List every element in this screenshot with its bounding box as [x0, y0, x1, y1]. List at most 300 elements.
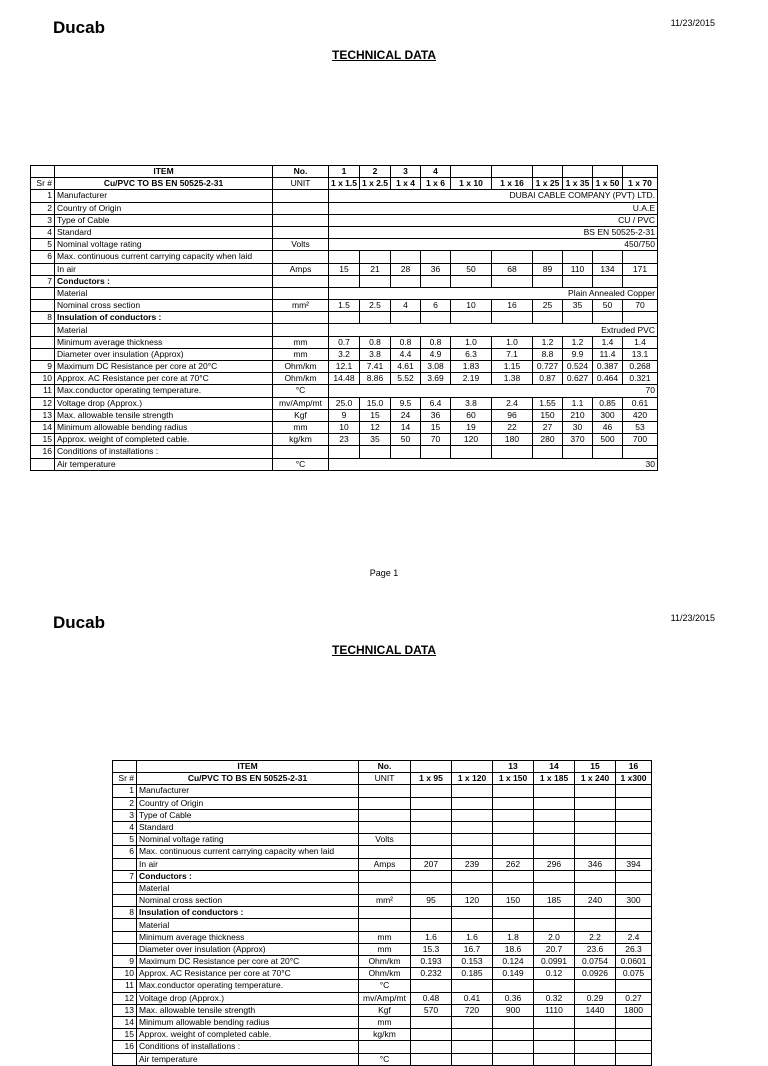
table-row	[31, 421, 658, 433]
row-unit: °C	[359, 980, 411, 992]
table-row	[31, 458, 658, 470]
technical-data-table-page1	[30, 165, 658, 471]
row-empty	[533, 275, 563, 287]
cable-size: 1 x 1.5	[329, 178, 360, 190]
row-empty	[451, 446, 492, 458]
row-item: Minimum average thickness	[55, 336, 273, 348]
row-unit: mm	[273, 348, 329, 360]
row-empty	[452, 1041, 493, 1053]
col-number	[411, 761, 452, 773]
row-value: 11.4	[593, 348, 623, 360]
row-empty	[575, 1016, 616, 1028]
row-value: 0.153	[452, 956, 493, 968]
row-empty	[534, 980, 575, 992]
row-unit: Ohm/km	[273, 373, 329, 385]
table-header-row	[31, 178, 658, 190]
cable-size: 1 x300	[616, 773, 652, 785]
row-empty	[421, 275, 451, 287]
header-item: ITEM	[137, 761, 359, 773]
row-item: Diameter over insulation (Approx)	[137, 943, 359, 955]
row-item: Insulation of conductors :	[55, 312, 273, 324]
row-empty	[452, 870, 493, 882]
row-value: 0.36	[493, 992, 534, 1004]
row-value: 110	[563, 263, 593, 275]
row-value: 4.9	[421, 348, 451, 360]
row-value: 700	[623, 434, 658, 446]
row-value: 20.7	[534, 943, 575, 955]
row-empty	[493, 821, 534, 833]
row-empty	[534, 1053, 575, 1065]
row-item: Approx. weight of completed cable.	[55, 434, 273, 446]
row-empty	[329, 251, 360, 263]
row-empty	[411, 846, 452, 858]
row-sr	[31, 324, 55, 336]
row-value: 0.0991	[534, 956, 575, 968]
row-empty	[575, 785, 616, 797]
table-row	[113, 992, 652, 1004]
table-row	[31, 275, 658, 287]
row-empty	[534, 834, 575, 846]
row-value: 60	[451, 409, 492, 421]
row-value: 12	[360, 421, 391, 433]
row-item: Max. allowable tensile strength	[137, 1004, 359, 1016]
row-value: 6.4	[421, 397, 451, 409]
row-value: 1.4	[623, 336, 658, 348]
row-value: 27	[533, 421, 563, 433]
row-value: 23.6	[575, 943, 616, 955]
row-sr: 7	[113, 870, 137, 882]
row-sr: 15	[31, 434, 55, 446]
row-value: 2.0	[534, 931, 575, 943]
row-sr	[31, 263, 55, 275]
row-item: Air temperature	[55, 458, 273, 470]
row-sr: 12	[113, 992, 137, 1004]
row-value: 9.5	[391, 397, 421, 409]
row-empty	[575, 797, 616, 809]
row-item: Nominal voltage rating	[55, 239, 273, 251]
row-unit: °C	[359, 1053, 411, 1065]
row-item: Maximum DC Resistance per core at 20°C	[137, 956, 359, 968]
row-unit	[359, 907, 411, 919]
row-item: Nominal voltage rating	[137, 834, 359, 846]
row-item: Insulation of conductors :	[137, 907, 359, 919]
row-empty	[493, 907, 534, 919]
row-empty	[411, 821, 452, 833]
row-value: 0.7	[329, 336, 360, 348]
row-empty	[534, 821, 575, 833]
row-value: 36	[421, 263, 451, 275]
page-title: TECHNICAL DATA	[332, 48, 436, 62]
row-unit	[359, 919, 411, 931]
row-empty	[575, 907, 616, 919]
row-empty	[534, 797, 575, 809]
table-row	[113, 858, 652, 870]
row-empty	[451, 275, 492, 287]
row-empty	[575, 1029, 616, 1041]
row-empty	[329, 446, 360, 458]
row-item: Type of Cable	[55, 214, 273, 226]
row-sr: 8	[31, 312, 55, 324]
row-sr: 4	[31, 226, 55, 238]
header-blank	[113, 761, 137, 773]
row-value: 15.0	[360, 397, 391, 409]
row-empty	[593, 312, 623, 324]
row-value: 9.9	[563, 348, 593, 360]
row-empty	[452, 980, 493, 992]
row-sr	[31, 458, 55, 470]
row-item: Type of Cable	[137, 809, 359, 821]
row-empty	[452, 834, 493, 846]
row-item: In air	[137, 858, 359, 870]
row-value: 46	[593, 421, 623, 433]
row-value: 18.6	[493, 943, 534, 955]
row-sr: 12	[31, 397, 55, 409]
row-sr: 1	[31, 190, 55, 202]
row-spanned-value: 450/750	[329, 239, 658, 251]
row-value: 1.2	[533, 336, 563, 348]
row-empty	[360, 446, 391, 458]
row-value: 23	[329, 434, 360, 446]
row-value: 171	[623, 263, 658, 275]
cable-size: 1 x 150	[493, 773, 534, 785]
row-empty	[534, 1029, 575, 1041]
row-unit	[273, 324, 329, 336]
row-empty	[360, 251, 391, 263]
row-empty	[623, 275, 658, 287]
cable-size: 1 x 4	[391, 178, 421, 190]
cable-size: 1 x 50	[593, 178, 623, 190]
table-row	[31, 214, 658, 226]
row-item: Country of Origin	[55, 202, 273, 214]
row-sr	[31, 300, 55, 312]
row-item: Max. continuous current carrying capacity when laid	[55, 251, 273, 263]
row-sr: 16	[31, 446, 55, 458]
row-value: 15	[421, 421, 451, 433]
row-item: Max. continuous current carrying capacity when laid	[137, 846, 359, 858]
row-item: In air	[55, 263, 273, 275]
row-item: Minimum average thickness	[137, 931, 359, 943]
table-row	[113, 968, 652, 980]
row-item: Standard	[55, 226, 273, 238]
row-unit	[273, 202, 329, 214]
row-unit	[359, 882, 411, 894]
row-empty	[411, 1029, 452, 1041]
row-value: 16.7	[452, 943, 493, 955]
row-value: 50	[451, 263, 492, 275]
row-unit: °C	[273, 385, 329, 397]
row-sr: 6	[113, 846, 137, 858]
row-empty	[391, 312, 421, 324]
row-unit: mm	[273, 336, 329, 348]
row-empty	[593, 446, 623, 458]
row-value: 1110	[534, 1004, 575, 1016]
row-value: 134	[593, 263, 623, 275]
row-spanned-value: 30	[329, 458, 658, 470]
row-empty	[452, 809, 493, 821]
table-row	[113, 785, 652, 797]
row-sr	[31, 336, 55, 348]
row-value: 4.61	[391, 361, 421, 373]
row-value: 0.85	[593, 397, 623, 409]
row-value: 0.387	[593, 361, 623, 373]
row-empty	[452, 797, 493, 809]
row-value: 180	[492, 434, 533, 446]
row-value: 4.4	[391, 348, 421, 360]
cable-size: 1 x 10	[451, 178, 492, 190]
row-value: 0.464	[593, 373, 623, 385]
row-unit: mv/Amp/mt	[273, 397, 329, 409]
header-sr: Sr #	[113, 773, 137, 785]
date: 11/23/2015	[670, 18, 715, 28]
row-unit	[273, 226, 329, 238]
row-value: 0.12	[534, 968, 575, 980]
row-empty	[452, 846, 493, 858]
header-no: No.	[359, 761, 411, 773]
row-item: Nominal cross section	[137, 895, 359, 907]
row-empty	[493, 809, 534, 821]
table-header-row	[113, 773, 652, 785]
row-empty	[616, 797, 652, 809]
row-sr	[113, 858, 137, 870]
row-empty	[452, 821, 493, 833]
table-row	[113, 956, 652, 968]
row-value: 185	[534, 895, 575, 907]
table-row	[113, 1029, 652, 1041]
table-row	[31, 397, 658, 409]
row-value: 2.5	[360, 300, 391, 312]
row-empty	[534, 1016, 575, 1028]
row-empty	[616, 1053, 652, 1065]
row-item: Approx. AC Resistance per core at 70°C	[137, 968, 359, 980]
table-row	[31, 324, 658, 336]
row-unit	[273, 275, 329, 287]
row-empty	[534, 919, 575, 931]
row-unit: mm	[359, 931, 411, 943]
row-empty	[493, 1016, 534, 1028]
row-value: 370	[563, 434, 593, 446]
row-value: 28	[391, 263, 421, 275]
row-empty	[575, 821, 616, 833]
row-sr: 6	[31, 251, 55, 263]
row-value: 30	[563, 421, 593, 433]
header-unit: UNIT	[359, 773, 411, 785]
row-value: 89	[533, 263, 563, 275]
row-item: Max.conductor operating temperature.	[55, 385, 273, 397]
row-empty	[616, 907, 652, 919]
row-empty	[493, 785, 534, 797]
row-value: 36	[421, 409, 451, 421]
row-value: 95	[411, 895, 452, 907]
row-value: 3.69	[421, 373, 451, 385]
row-empty	[593, 275, 623, 287]
row-value: 300	[616, 895, 652, 907]
row-value: 0.124	[493, 956, 534, 968]
row-value: 25.0	[329, 397, 360, 409]
row-unit: Kgf	[273, 409, 329, 421]
row-value: 900	[493, 1004, 534, 1016]
row-empty	[493, 1029, 534, 1041]
row-sr: 2	[31, 202, 55, 214]
row-sr: 11	[31, 385, 55, 397]
row-value: 0.48	[411, 992, 452, 1004]
row-value: 35	[360, 434, 391, 446]
row-empty	[493, 797, 534, 809]
table-row	[113, 919, 652, 931]
row-empty	[411, 919, 452, 931]
row-sr: 9	[31, 361, 55, 373]
row-value: 346	[575, 858, 616, 870]
row-item: Standard	[137, 821, 359, 833]
row-value: 2.19	[451, 373, 492, 385]
row-value: 500	[593, 434, 623, 446]
row-value: 0.41	[452, 992, 493, 1004]
row-unit	[273, 214, 329, 226]
row-empty	[616, 980, 652, 992]
row-value: 22	[492, 421, 533, 433]
row-empty	[533, 251, 563, 263]
table-header-row	[113, 761, 652, 773]
row-value: 21	[360, 263, 391, 275]
row-sr: 1	[113, 785, 137, 797]
row-empty	[616, 785, 652, 797]
row-value: 0.075	[616, 968, 652, 980]
row-item: Conditions of installations :	[137, 1041, 359, 1053]
row-sr: 15	[113, 1029, 137, 1041]
table-row	[31, 251, 658, 263]
row-empty	[616, 1029, 652, 1041]
row-sr: 14	[113, 1016, 137, 1028]
row-value: 1.38	[492, 373, 533, 385]
row-value: 1.0	[451, 336, 492, 348]
row-value: 300	[593, 409, 623, 421]
row-empty	[411, 809, 452, 821]
row-unit	[273, 446, 329, 458]
row-sr: 2	[113, 797, 137, 809]
row-item: Material	[55, 324, 273, 336]
row-value: 9	[329, 409, 360, 421]
row-empty	[493, 1041, 534, 1053]
row-value: 120	[451, 434, 492, 446]
cable-size: 1 x 70	[623, 178, 658, 190]
row-value: 1.1	[563, 397, 593, 409]
table-row	[31, 239, 658, 251]
row-value: 25	[533, 300, 563, 312]
row-empty	[534, 870, 575, 882]
row-item: Country of Origin	[137, 797, 359, 809]
row-empty	[452, 907, 493, 919]
row-unit	[273, 287, 329, 299]
cable-size: 1 x 16	[492, 178, 533, 190]
row-value: 150	[493, 895, 534, 907]
row-item: Material	[55, 287, 273, 299]
row-value: 3.08	[421, 361, 451, 373]
row-value: 16	[492, 300, 533, 312]
row-value: 14.48	[329, 373, 360, 385]
row-item: Nominal cross section	[55, 300, 273, 312]
cable-size: 1 x 2.5	[360, 178, 391, 190]
cable-size: 1 x 35	[563, 178, 593, 190]
header-item-subtitle: Cu/PVC TO BS EN 50525-2-31	[55, 178, 273, 190]
cable-size: 1 x 95	[411, 773, 452, 785]
row-sr: 13	[31, 409, 55, 421]
table-row	[113, 943, 652, 955]
row-value: 10	[451, 300, 492, 312]
table-row	[113, 834, 652, 846]
row-item: Manufacturer	[55, 190, 273, 202]
row-spanned-value: CU / PVC	[329, 214, 658, 226]
row-empty	[493, 980, 534, 992]
row-empty	[493, 1053, 534, 1065]
row-value: 10	[329, 421, 360, 433]
row-empty	[493, 870, 534, 882]
row-empty	[493, 834, 534, 846]
row-empty	[616, 882, 652, 894]
row-empty	[575, 834, 616, 846]
row-value: 0.0926	[575, 968, 616, 980]
row-unit	[273, 190, 329, 202]
cable-size: 1 x 25	[533, 178, 563, 190]
row-value: 0.61	[623, 397, 658, 409]
row-unit: Volts	[273, 239, 329, 251]
row-item: Manufacturer	[137, 785, 359, 797]
row-empty	[411, 907, 452, 919]
row-unit: Ohm/km	[359, 956, 411, 968]
row-empty	[575, 919, 616, 931]
row-empty	[493, 919, 534, 931]
row-sr: 5	[31, 239, 55, 251]
row-value: 0.232	[411, 968, 452, 980]
table-row	[113, 980, 652, 992]
row-value: 6	[421, 300, 451, 312]
row-empty	[623, 446, 658, 458]
row-item: Conductors :	[55, 275, 273, 287]
cable-size: 1 x 240	[575, 773, 616, 785]
row-item: Minimum allowable bending radius	[55, 421, 273, 433]
table-row	[31, 190, 658, 202]
row-item: Material	[137, 919, 359, 931]
row-empty	[623, 251, 658, 263]
table-row	[31, 336, 658, 348]
row-sr: 5	[113, 834, 137, 846]
row-value: 210	[563, 409, 593, 421]
col-number: 16	[616, 761, 652, 773]
row-value: 1.55	[533, 397, 563, 409]
row-unit	[359, 821, 411, 833]
col-number	[593, 166, 623, 178]
row-empty	[492, 275, 533, 287]
row-item: Approx. weight of completed cable.	[137, 1029, 359, 1041]
row-empty	[360, 275, 391, 287]
col-number: 3	[391, 166, 421, 178]
col-number: 1	[329, 166, 360, 178]
row-value: 2.4	[492, 397, 533, 409]
row-unit: mv/Amp/mt	[359, 992, 411, 1004]
row-empty	[492, 312, 533, 324]
row-value: 4	[391, 300, 421, 312]
col-number	[533, 166, 563, 178]
row-value: 2.2	[575, 931, 616, 943]
row-spanned-value: 70	[329, 385, 658, 397]
cable-size: 1 x 185	[534, 773, 575, 785]
col-number	[451, 166, 492, 178]
row-unit	[359, 1041, 411, 1053]
row-value: 13.1	[623, 348, 658, 360]
row-value: 1.5	[329, 300, 360, 312]
row-empty	[575, 1053, 616, 1065]
col-number: 2	[360, 166, 391, 178]
row-value: 15.3	[411, 943, 452, 955]
table-row	[31, 202, 658, 214]
